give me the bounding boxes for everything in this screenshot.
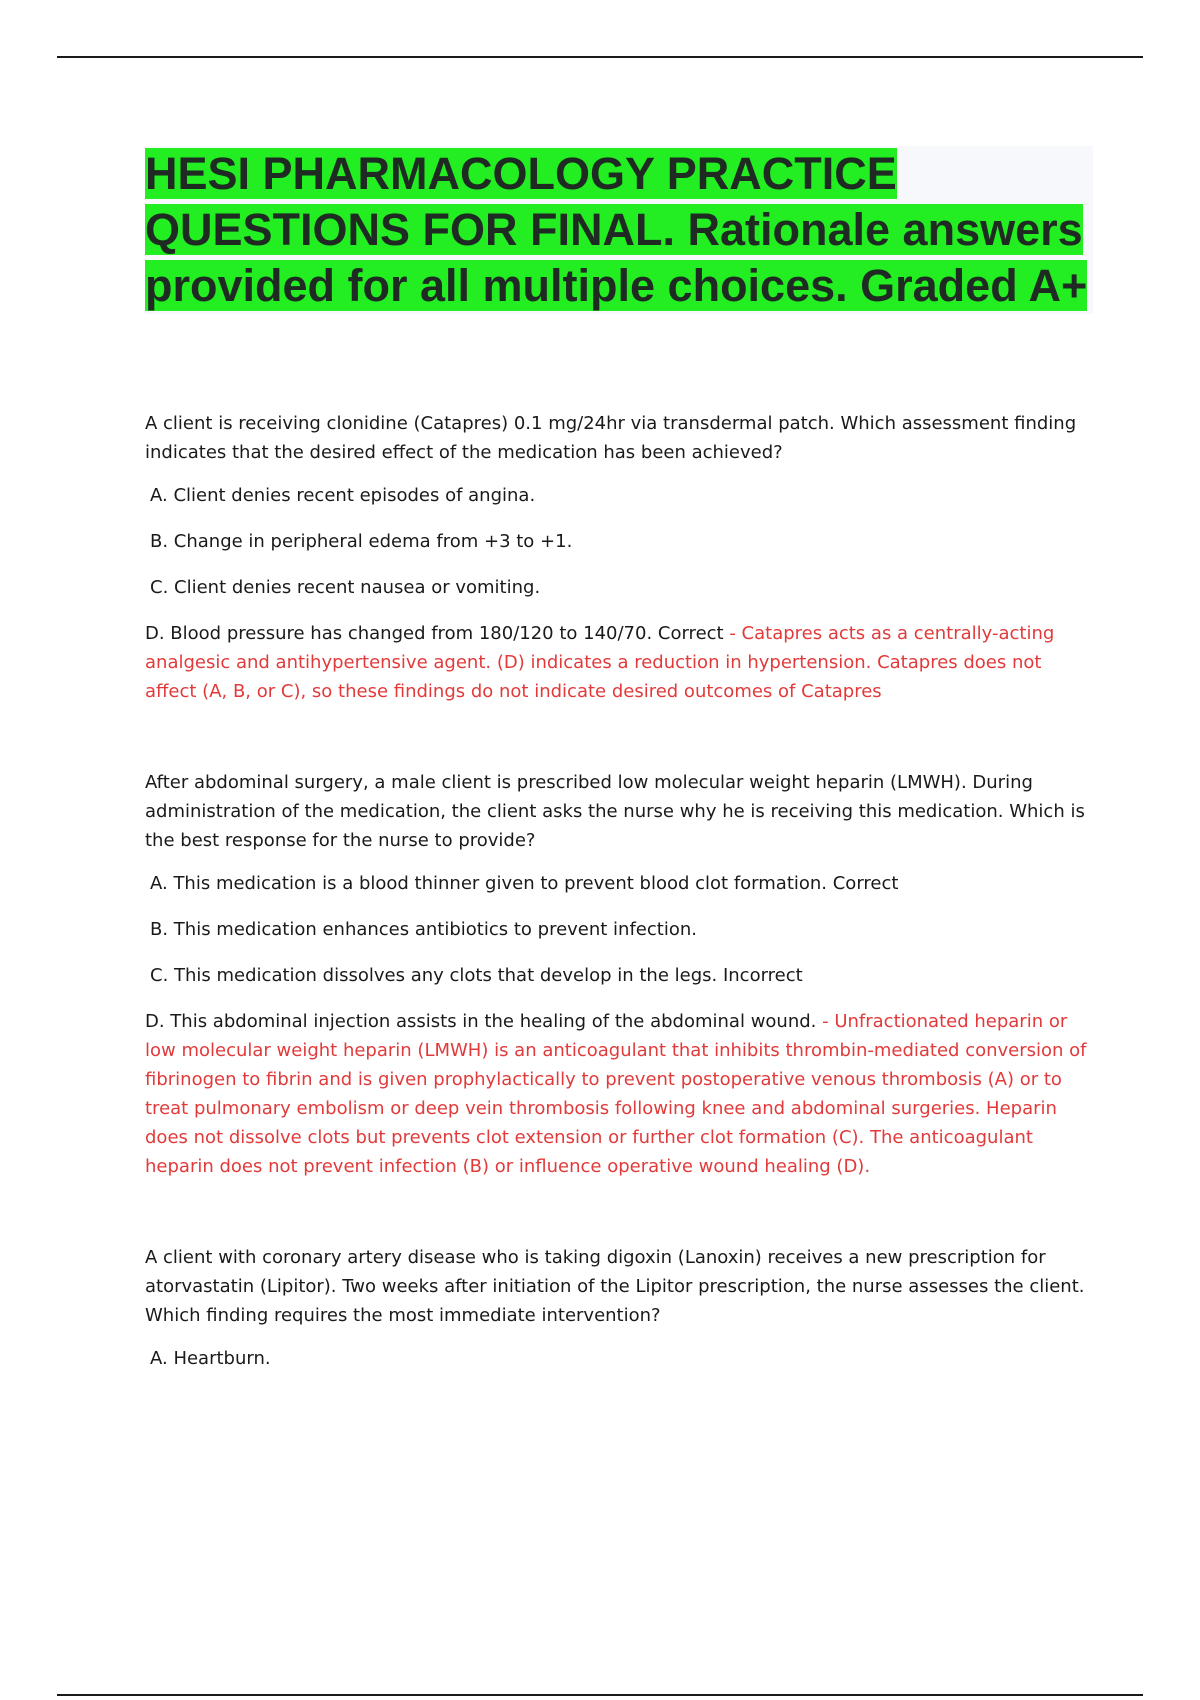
rationale-text: - Unfractionated heparin or low molecular weight heparin (LMWH) is an anticoagulant that inhibits thrombin-mediated conversion of fibrinogen to fibrin and is given prophylactically to prevent postoperative venous thrombosis (A) or to treat pulmonary embolism or deep vein thrombosis following knee and abdominal surgeries. Heparin does not dissolve clots but prevents clot extension or further clot formation (C). The anticoagulant heparin does not prevent infection (B) or influence operative wound healing (D). <box>145 1011 1087 1177</box>
option-text: A. This medication is a blood thinner given to prevent blood clot formation. Correct <box>150 873 899 894</box>
answer-option-b <box>145 915 1093 944</box>
option-text: B. Change in peripheral edema from +3 to +1. <box>150 531 573 552</box>
option-text: A. Client denies recent episodes of angina. <box>150 485 536 506</box>
answer-option-a <box>145 481 1093 510</box>
question-2 <box>145 768 1093 1181</box>
answer-option-d <box>145 1007 1093 1181</box>
answer-option-a <box>145 869 1093 898</box>
option-text: A. Heartburn. <box>150 1348 271 1369</box>
document-page <box>145 146 1093 1373</box>
question-stem: After abdominal surgery, a male client is prescribed low molecular weight heparin (LMWH). During administration of the medication, the client asks the nurse why he is receiving this medication. Which is the best response for the nurse to provide? <box>145 772 1085 851</box>
answer-option-d <box>145 619 1093 706</box>
answer-option-a <box>145 1344 1093 1373</box>
document-title <box>145 146 1093 314</box>
title-box <box>145 146 1093 314</box>
question-1 <box>145 409 1093 706</box>
bottom-rule <box>57 1694 1143 1696</box>
top-rule <box>57 56 1143 58</box>
option-text: D. This abdominal injection assists in the healing of the abdominal wound. <box>145 1011 817 1032</box>
rationale-text: - Catapres acts as a centrally-acting analgesic and antihypertensive agent. (D) indicates a reduction in hypertension. Catapres does not affect (A, B, or C), so these findings do not indicate desired outcomes of Catapres <box>145 623 1055 702</box>
option-text: C. Client denies recent nausea or vomiting. <box>150 577 541 598</box>
question-stem: A client is receiving clonidine (Catapres) 0.1 mg/24hr via transdermal patch. Which assessment finding indicates that the desired effect of the medication has been achieved? <box>145 413 1077 463</box>
document-title-text: HESI PHARMACOLOGY PRACTICE QUESTIONS FOR FINAL. Rationale answers provided for all multiple choices. Graded A+ <box>145 148 1088 311</box>
option-text: C. This medication dissolves any clots that develop in the legs. Incorrect <box>150 965 803 986</box>
answer-option-c <box>145 961 1093 990</box>
option-text: B. This medication enhances antibiotics to prevent infection. <box>150 919 697 940</box>
question-3 <box>145 1243 1093 1373</box>
question-stem: A client with coronary artery disease who is taking digoxin (Lanoxin) receives a new prescription for atorvastatin (Lipitor). Two weeks after initiation of the Lipitor prescription, the nurse assesses the client. Which finding requires the most immediate intervention? <box>145 1247 1085 1326</box>
option-text: D. Blood pressure has changed from 180/120 to 140/70. Correct <box>145 623 724 644</box>
answer-option-c <box>145 573 1093 602</box>
answer-option-b <box>145 527 1093 556</box>
